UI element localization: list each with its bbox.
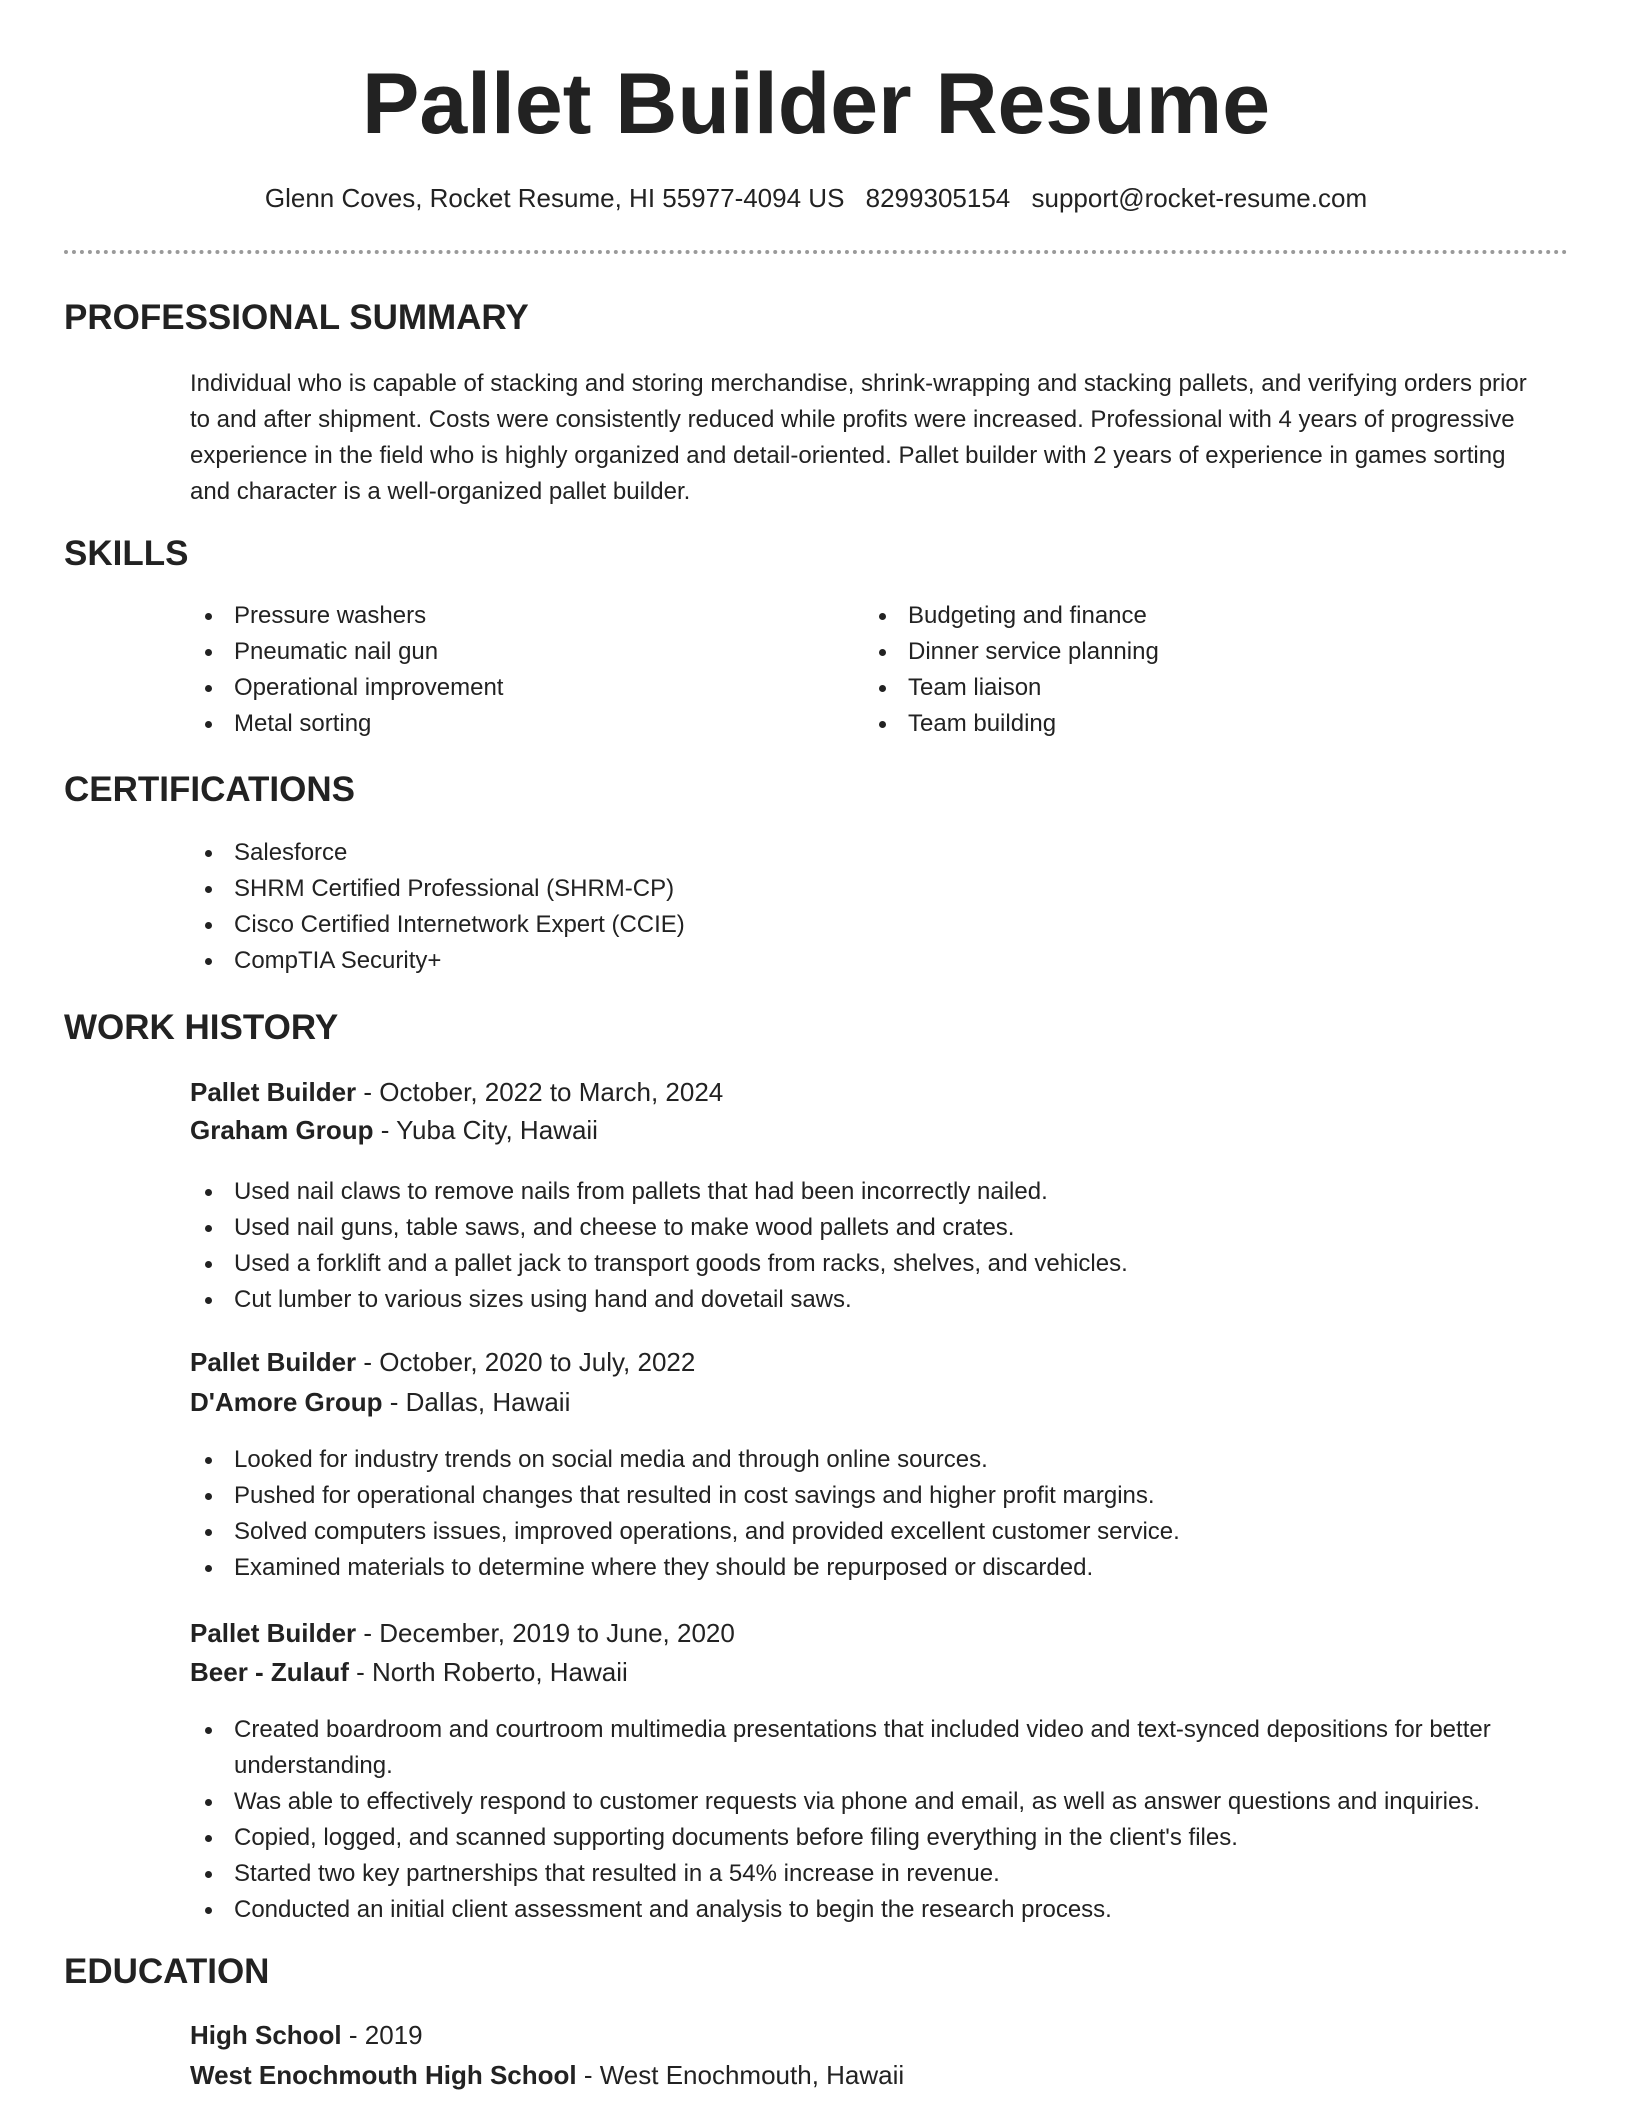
header-divider (64, 250, 1568, 254)
skill-item: Pressure washers (190, 598, 810, 634)
skill-item: Budgeting and finance (864, 598, 1484, 634)
job-company: Beer - Zulauf (190, 1657, 349, 1687)
certification-item: CompTIA Security+ (190, 943, 1490, 979)
job-bullet: Was able to effectively respond to customer requests via phone and email, as well as answer questions and inquiries. (190, 1784, 1560, 1820)
job-bullet: Started two key partnerships that resulted in a 54% increase in revenue. (190, 1856, 1560, 1892)
education-school-line (190, 2056, 904, 2094)
job-bullet: Pushed for operational changes that resulted in cost savings and higher profit margins. (190, 1478, 1550, 1514)
job-bullet: Copied, logged, and scanned supporting documents before filing everything in the client's files. (190, 1820, 1560, 1856)
job-company-line (190, 1111, 598, 1149)
job-dates: - December, 2019 to June, 2020 (356, 1618, 735, 1648)
certification-item: Cisco Certified Internetwork Expert (CCIE) (190, 907, 1490, 943)
contact-address: Glenn Coves, Rocket Resume, HI 55977-4094 US (264, 183, 845, 213)
job-bullet: Examined materials to determine where they should be repurposed or discarded. (190, 1550, 1550, 1586)
job-location: - Dallas, Hawaii (382, 1387, 571, 1417)
skills-list-left (190, 598, 810, 742)
job-title-line (190, 1343, 695, 1381)
job-bullet: Used nail claws to remove nails from pallets that had been incorrectly nailed. (190, 1174, 1550, 1210)
skill-item: Team liaison (864, 670, 1484, 706)
job-dates: - October, 2020 to July, 2022 (356, 1347, 696, 1377)
job-dates: - October, 2022 to March, 2024 (356, 1077, 724, 1107)
job-bullet: Created boardroom and courtroom multimedia presentations that included video and text-synced depositions for better understanding. (190, 1712, 1560, 1784)
certifications-heading: CERTIFICATIONS (64, 770, 356, 809)
resume-title: Pallet Builder Resume (361, 56, 1271, 152)
skill-item: Metal sorting (190, 706, 810, 742)
job-bullet: Solved computers issues, improved operations, and provided excellent customer service. (190, 1514, 1550, 1550)
skills-list-right (864, 598, 1484, 742)
job-bullet: Cut lumber to various sizes using hand and dovetail saws. (190, 1282, 1550, 1318)
job-title: Pallet Builder (190, 1618, 357, 1648)
contact-phone: 8299305154 (865, 183, 1011, 213)
education-degree: High School (190, 2020, 342, 2050)
certification-item: Salesforce (190, 835, 1490, 871)
skill-item: Pneumatic nail gun (190, 634, 810, 670)
skill-item: Operational improvement (190, 670, 810, 706)
job-bullets (190, 1712, 1560, 1928)
job-title: Pallet Builder (190, 1347, 357, 1377)
certification-item: SHRM Certified Professional (SHRM-CP) (190, 871, 1490, 907)
job-bullet: Conducted an initial client assessment and analysis to begin the research process. (190, 1892, 1560, 1928)
education-location: - West Enochmouth, Hawaii (576, 2060, 905, 2090)
job-title-line (190, 1614, 735, 1652)
job-bullet: Used nail guns, table saws, and cheese to make wood pallets and crates. (190, 1210, 1550, 1246)
job-location: - Yuba City, Hawaii (373, 1115, 598, 1145)
job-bullets (190, 1442, 1550, 1586)
job-title-line (190, 1073, 723, 1111)
job-title: Pallet Builder (190, 1077, 357, 1107)
education-degree-line (190, 2016, 423, 2054)
work-history-heading: WORK HISTORY (64, 1008, 339, 1047)
job-company-line (190, 1383, 570, 1421)
job-company: D'Amore Group (190, 1387, 383, 1417)
education-year: - 2019 (341, 2020, 423, 2050)
job-company: Graham Group (190, 1115, 374, 1145)
education-heading: EDUCATION (64, 1952, 270, 1991)
job-location: - North Roberto, Hawaii (348, 1657, 628, 1687)
skills-heading: SKILLS (64, 534, 189, 573)
education-school: West Enochmouth High School (190, 2060, 577, 2090)
summary-heading: PROFESSIONAL SUMMARY (64, 298, 529, 337)
job-company-line (190, 1653, 628, 1691)
job-bullet: Used a forklift and a pallet jack to transport goods from racks, shelves, and vehicles. (190, 1246, 1550, 1282)
job-bullets (190, 1174, 1550, 1318)
contact-line (0, 180, 1632, 216)
job-bullet: Looked for industry trends on social media and through online sources. (190, 1442, 1550, 1478)
contact-email: support@rocket-resume.com (1031, 183, 1368, 213)
skill-item: Team building (864, 706, 1484, 742)
skill-item: Dinner service planning (864, 634, 1484, 670)
certifications-list (190, 835, 1490, 979)
summary-text: Individual who is capable of stacking and storing merchandise, shrink-wrapping and stacking pallets, and verifying orders prior to and after shipment. Costs were consistently reduced while profits were increased. Professional with 4 years of progressive experience in the field who is highly organized and detail-oriented. Pallet builder with 2 years of experience in games sorting and character is a well-organized pallet builder. (190, 370, 1527, 505)
